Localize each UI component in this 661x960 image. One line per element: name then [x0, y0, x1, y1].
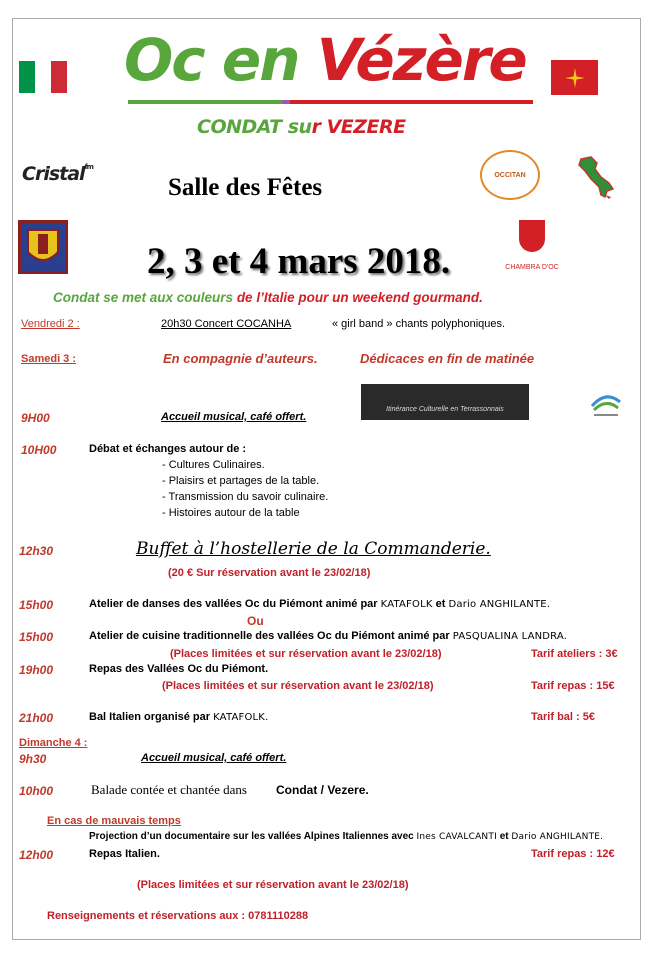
occitan-label: OCCITAN — [494, 171, 526, 179]
repas-italien: Repas Italien. — [89, 848, 160, 860]
subtitle-vezere: r VEZERE — [311, 116, 406, 138]
samedi-12h30-time: 12h30 — [19, 544, 54, 558]
repas-note: (Places limitées et sur réservation avant le 23/02/18) — [162, 680, 434, 692]
main-title — [124, 28, 526, 92]
terrassonnais-logo-icon — [588, 386, 624, 422]
dimanche-9h30-time: 9h30 — [19, 752, 47, 766]
itinerance-banner — [361, 384, 529, 420]
bad-weather-label: En cas de mauvais temps — [47, 815, 181, 827]
bal-italien — [89, 711, 268, 723]
atelier-price: Tarif ateliers : 3€ — [531, 648, 618, 660]
dario-name: Dario ANGHILANTE. — [448, 599, 551, 610]
samedi-note-authors: En compagnie d’auteurs. — [163, 351, 318, 366]
day-vendredi: Vendredi 2 : — [21, 318, 80, 330]
balade-place: Condat / Vezere. — [276, 783, 369, 797]
topic-item: - Plaisirs et partages de la table. — [162, 475, 320, 487]
dimanche-10h-time: 10h00 — [19, 784, 54, 798]
atelier-danses-text: Atelier de danses des vallées Oc du Piémont animé par — [89, 598, 381, 610]
occitan-cross-icon — [563, 66, 587, 90]
bal-text: Bal Italien organisé par — [89, 711, 214, 723]
event-dates: 2, 3 et 4 mars 2018. — [147, 241, 451, 282]
occitan-flag — [551, 60, 598, 95]
samedi-19h-time: 19h00 — [19, 663, 54, 677]
page-border — [12, 18, 641, 940]
samedi-21h-time: 21h00 — [19, 711, 54, 725]
condat-coat-of-arms-icon — [18, 220, 68, 274]
and-word: et — [432, 598, 449, 610]
contact-info: Renseignements et réservations aux : 0781110288 — [47, 910, 309, 922]
day-samedi: Samedi 3 : — [21, 353, 77, 365]
buffet-title: Buffet à l’hostellerie de la Commanderie. — [136, 539, 491, 559]
tagline-green: Condat se met aux couleurs — [53, 290, 234, 305]
samedi-9h-time: 9H00 — [21, 411, 50, 425]
chambra-doc-logo — [502, 220, 562, 271]
dimanche-note: (Places limitées et sur réservation avant le 23/02/18) — [137, 879, 409, 891]
repas-piemont: Repas des Vallées Oc du Piémont. — [89, 663, 269, 675]
projection-desc: Projection d’un documentaire sur les vallées Alpines Italiennes avec — [89, 831, 417, 842]
ou-separator: Ou — [247, 614, 264, 628]
atelier-note: (Places limitées et sur réservation avant le 23/02/18) — [170, 648, 442, 660]
dario-proj-name: Dario ANGHILANTE. — [511, 832, 604, 842]
dimanche-12h-time: 12h00 — [19, 848, 54, 862]
occitan-logo — [480, 150, 540, 200]
buffet-note: (20 € Sur réservation avant le 23/02/18) — [168, 567, 371, 579]
pasqualina-name: PASQUALINA LANDRA. — [452, 631, 568, 642]
vendredi-event: 20h30 Concert COCANHA — [161, 318, 292, 330]
title-vezere: Vézère — [316, 26, 526, 94]
katafolk-name: KATAFOLK — [380, 599, 433, 610]
samedi-9h-text: Accueil musical, café offert. — [161, 411, 307, 423]
proj-and-word: et — [496, 831, 512, 842]
repas-italien-price: Tarif repas : 12€ — [531, 848, 615, 860]
projection-text — [89, 831, 603, 842]
ines-name: Ines CAVALCANTI — [416, 832, 497, 842]
tagline-red: de l’Italie pour un weekend gourmand. — [233, 290, 483, 305]
topic-item: - Cultures Culinaires. — [162, 459, 265, 471]
atelier-cuisine-text: Atelier de cuisine traditionnelle des vallées Oc du Piémont animé par — [89, 630, 453, 642]
title-underline — [128, 100, 533, 104]
subtitle — [197, 116, 406, 138]
subtitle-condat: CONDAT su — [197, 116, 312, 138]
day-dimanche: Dimanche 4 : — [19, 737, 88, 749]
cristal-label: Cristal — [22, 163, 85, 185]
samedi-note-dedicaces: Dédicaces en fin de matinée — [360, 351, 535, 366]
italian-flag — [19, 61, 67, 93]
topic-item: - Histoires autour de la table — [162, 507, 300, 519]
topic-item: - Transmission du savoir culinaire. — [162, 491, 329, 503]
samedi-10h-time: 10H00 — [21, 443, 57, 457]
repas-price: Tarif repas : 15€ — [531, 680, 615, 692]
vendredi-detail: « girl band » chants polyphoniques. — [332, 318, 506, 330]
katafolk-bal-name: KATAFOLK. — [213, 712, 269, 723]
cristal-fm-label: fm — [84, 163, 93, 171]
atelier-cuisine — [89, 630, 567, 642]
atelier-danses — [89, 598, 550, 610]
samedi-15h-time-2: 15h00 — [19, 630, 54, 644]
dimanche-accueil: Accueil musical, café offert. — [141, 752, 287, 764]
cristal-fm-logo — [22, 163, 93, 185]
samedi-10h-text: Débat et échanges autour de : — [89, 443, 247, 455]
title-oc-en: Oc en — [124, 26, 299, 94]
italy-map-icon — [575, 155, 619, 201]
venue-title: Salle des Fêtes — [168, 174, 323, 201]
samedi-15h-time-1: 15h00 — [19, 598, 54, 612]
bal-price: Tarif bal : 5€ — [531, 711, 595, 723]
chambra-shield-icon — [519, 220, 545, 252]
chambra-label: CHAMBRA D'OC — [505, 264, 559, 271]
balade-text: Balade contée et chantée dans — [91, 782, 247, 797]
banner-label: Itinérance Culturelle en Terrassonnais — [386, 406, 504, 413]
tagline — [53, 290, 483, 305]
